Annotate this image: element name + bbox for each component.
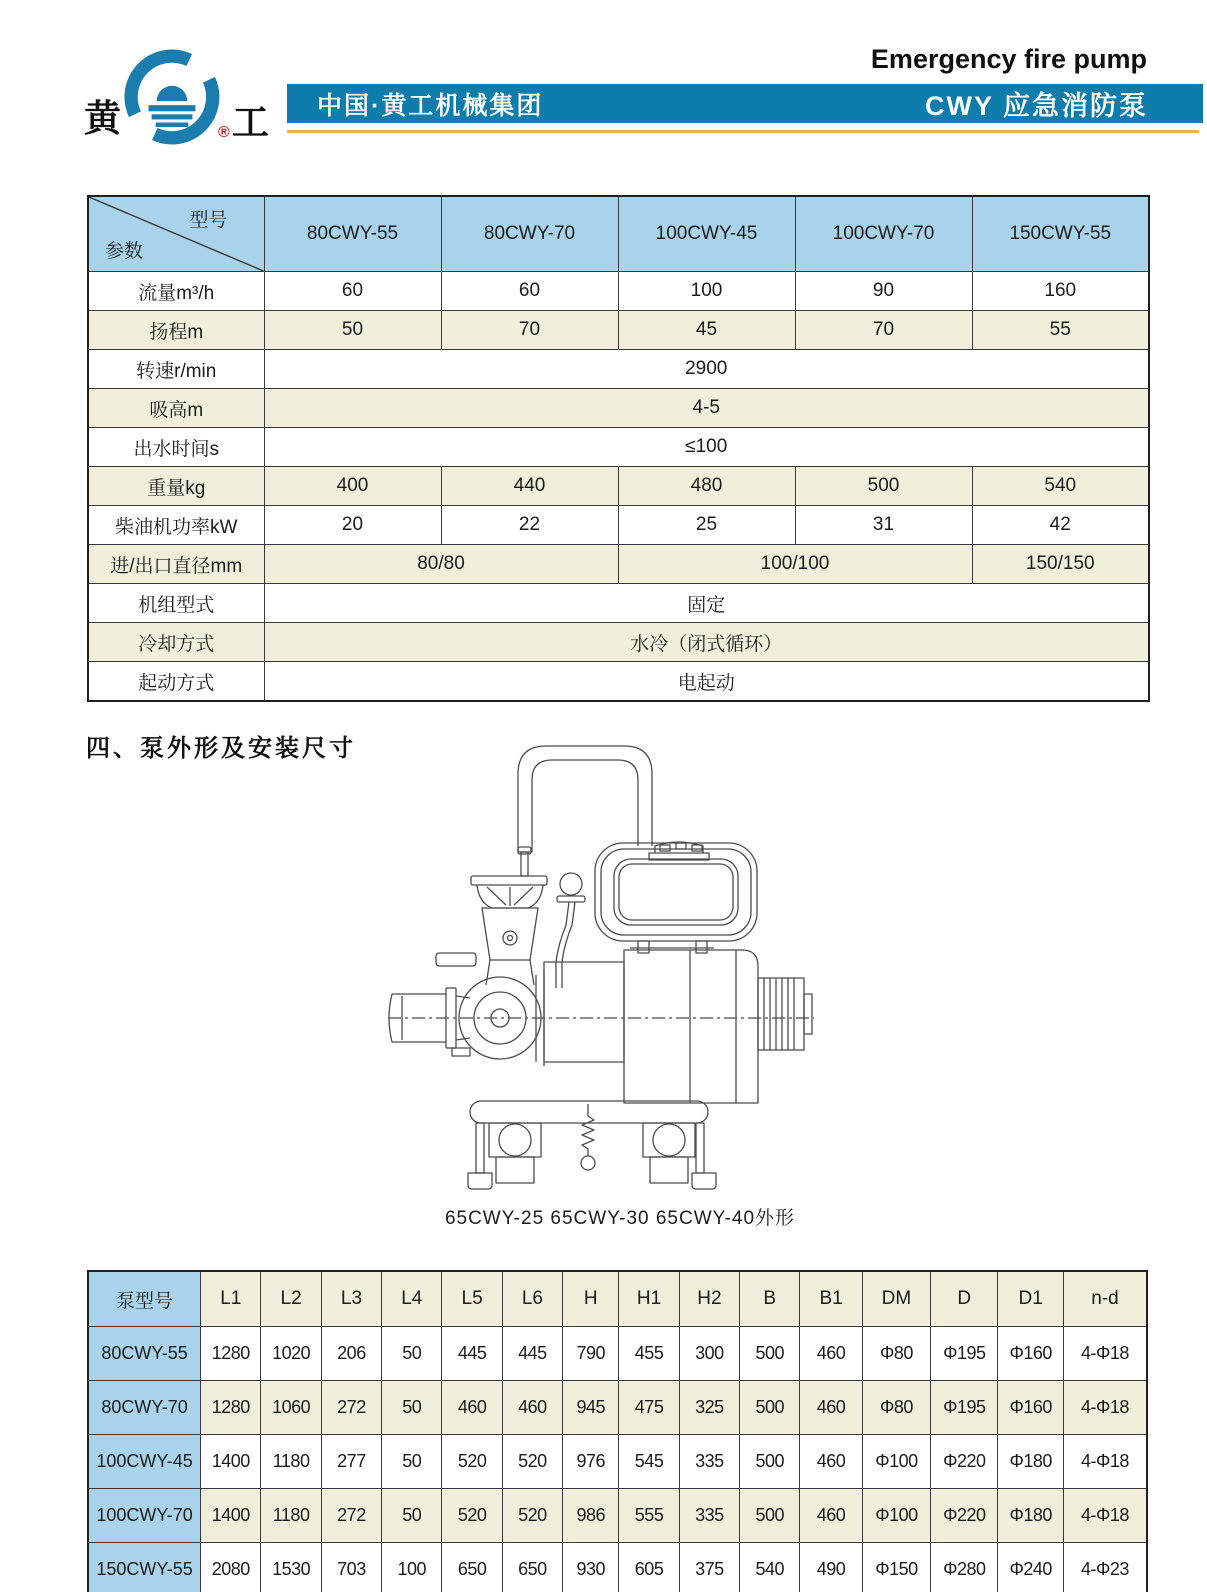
dim-cell: 555 — [619, 1489, 679, 1543]
spec-table — [87, 195, 1150, 702]
dim-cell: 976 — [563, 1435, 619, 1489]
dim-header: L5 — [442, 1271, 502, 1327]
dimension-table — [87, 1270, 1148, 1592]
dim-cell: 50 — [382, 1381, 442, 1435]
spec-cell: 150/150 — [972, 545, 1149, 584]
corner-label-param: 参数 — [105, 241, 144, 262]
dim-cell: 945 — [563, 1381, 619, 1435]
param-label: 进/出口直径mm — [88, 545, 264, 584]
dim-header: DM — [862, 1271, 930, 1327]
dim-cell: 445 — [502, 1327, 562, 1381]
dim-header: 泵型号 — [88, 1271, 201, 1327]
spec-row-suction — [88, 389, 1149, 428]
spec-cell: 55 — [972, 311, 1149, 350]
spec-cell: 90 — [795, 272, 972, 311]
dim-model: 100CWY-70 — [88, 1489, 201, 1543]
param-label: 冷却方式 — [88, 623, 264, 662]
dim-cell: 520 — [502, 1489, 562, 1543]
company-logo — [84, 42, 294, 152]
company-name: 中国·黄工机械集团 — [317, 91, 544, 120]
dim-cell: 445 — [442, 1327, 502, 1381]
dim-row — [88, 1327, 1147, 1381]
dim-cell: 4-Φ23 — [1063, 1543, 1147, 1592]
dim-cell: 500 — [740, 1381, 800, 1435]
dim-cell: 460 — [800, 1435, 862, 1489]
dim-cell: 650 — [502, 1543, 562, 1592]
spec-header-row — [88, 196, 1149, 272]
dim-cell: Φ240 — [998, 1543, 1063, 1592]
dim-cell: Φ195 — [931, 1381, 998, 1435]
dim-header: L3 — [321, 1271, 381, 1327]
param-label: 起动方式 — [88, 662, 264, 702]
dim-header-row — [88, 1271, 1147, 1327]
product-name: CWY 应急消防泵 — [924, 91, 1148, 121]
spec-cell-merged: 固定 — [264, 584, 1149, 623]
spec-cell: 480 — [618, 467, 795, 506]
dim-cell: 272 — [321, 1489, 381, 1543]
dim-cell: 4-Φ18 — [1063, 1489, 1147, 1543]
dim-model: 150CWY-55 — [88, 1543, 201, 1592]
param-label: 转速r/min — [88, 350, 264, 389]
dim-cell: 520 — [502, 1435, 562, 1489]
param-label: 吸高m — [88, 389, 264, 428]
logo-globe-icon — [124, 46, 220, 148]
dim-cell: 206 — [321, 1327, 381, 1381]
registered-trademark-icon: ® — [218, 124, 230, 141]
spec-cell: 500 — [795, 467, 972, 506]
gold-divider — [287, 130, 1199, 133]
section-title: 四、泵外形及安装尺寸 — [86, 735, 356, 762]
spec-row-starting — [88, 662, 1149, 702]
dim-cell: Φ80 — [862, 1381, 930, 1435]
dim-cell: Φ195 — [931, 1327, 998, 1381]
spec-row-head — [88, 311, 1149, 350]
dim-cell: 790 — [563, 1327, 619, 1381]
model-header: 80CWY-70 — [441, 196, 618, 272]
dim-cell: 460 — [502, 1381, 562, 1435]
dim-cell: 520 — [442, 1489, 502, 1543]
dim-cell: 4-Φ18 — [1063, 1381, 1147, 1435]
dim-cell: 300 — [679, 1327, 739, 1381]
dim-cell: Φ180 — [998, 1489, 1063, 1543]
spec-row-outflow-time — [88, 428, 1149, 467]
param-label: 机组型式 — [88, 584, 264, 623]
logo-left-char: 黄 — [84, 98, 121, 139]
dim-model: 80CWY-55 — [88, 1327, 201, 1381]
dim-cell: Φ220 — [931, 1489, 998, 1543]
dim-cell: Φ160 — [998, 1327, 1063, 1381]
dim-row — [88, 1435, 1147, 1489]
pump-outline-drawing — [383, 728, 819, 1198]
spec-cell-merged: 电起动 — [264, 662, 1149, 702]
spec-cell-merged: 水冷（闭式循环） — [264, 623, 1149, 662]
dim-cell: 930 — [563, 1543, 619, 1592]
dim-cell: 1400 — [201, 1489, 261, 1543]
dim-header: H1 — [619, 1271, 679, 1327]
drawing-caption: 65CWY-25 65CWY-30 65CWY-40外形 — [444, 1208, 796, 1229]
english-title: Emergency fire pump — [870, 44, 1147, 74]
spec-row-cooling — [88, 623, 1149, 662]
spec-row-power — [88, 506, 1149, 545]
dim-cell: 500 — [740, 1489, 800, 1543]
spec-row-weight — [88, 467, 1149, 506]
param-label: 出水时间s — [88, 428, 264, 467]
dim-cell: 1280 — [201, 1327, 261, 1381]
dim-cell: 605 — [619, 1543, 679, 1592]
dim-cell: 1060 — [261, 1381, 321, 1435]
param-label: 扬程m — [88, 311, 264, 350]
spec-corner-cell — [88, 196, 264, 272]
dim-cell: 500 — [740, 1327, 800, 1381]
dim-header: D1 — [998, 1271, 1063, 1327]
spec-cell: 160 — [972, 272, 1149, 311]
spec-cell: 540 — [972, 467, 1149, 506]
dim-cell: 1400 — [201, 1435, 261, 1489]
dim-cell: 50 — [382, 1327, 442, 1381]
dim-cell: 50 — [382, 1489, 442, 1543]
dim-cell: 703 — [321, 1543, 381, 1592]
dim-header: L4 — [382, 1271, 442, 1327]
dim-model: 80CWY-70 — [88, 1381, 201, 1435]
dim-cell: 335 — [679, 1435, 739, 1489]
spec-row-diameter — [88, 545, 1149, 584]
corner-label-model: 型号 — [189, 210, 228, 231]
dim-header: L6 — [502, 1271, 562, 1327]
dim-cell: 1530 — [261, 1543, 321, 1592]
dim-cell: 272 — [321, 1381, 381, 1435]
dim-cell: 1180 — [261, 1435, 321, 1489]
spec-cell: 31 — [795, 506, 972, 545]
dim-cell: 986 — [563, 1489, 619, 1543]
spec-cell: 42 — [972, 506, 1149, 545]
header-banner — [287, 84, 1203, 123]
dim-header: n-d — [1063, 1271, 1147, 1327]
dim-cell: Φ280 — [931, 1543, 998, 1592]
spec-cell: 400 — [264, 467, 441, 506]
dim-cell: 455 — [619, 1327, 679, 1381]
spec-cell: 50 — [264, 311, 441, 350]
dim-row — [88, 1489, 1147, 1543]
dim-cell: 475 — [619, 1381, 679, 1435]
dim-cell: 650 — [442, 1543, 502, 1592]
spec-cell: 70 — [795, 311, 972, 350]
spec-cell-merged: 2900 — [264, 350, 1149, 389]
dim-cell: 50 — [382, 1435, 442, 1489]
dim-cell: 540 — [740, 1543, 800, 1592]
param-label: 重量kg — [88, 467, 264, 506]
spec-cell: 440 — [441, 467, 618, 506]
dim-cell: 4-Φ18 — [1063, 1327, 1147, 1381]
spec-cell: 100 — [618, 272, 795, 311]
dim-cell: 1020 — [261, 1327, 321, 1381]
dim-cell: 460 — [800, 1489, 862, 1543]
dim-cell: Φ150 — [862, 1543, 930, 1592]
dim-cell: Φ80 — [862, 1327, 930, 1381]
dim-header: D — [931, 1271, 998, 1327]
dim-cell: Φ160 — [998, 1381, 1063, 1435]
dim-cell: Φ220 — [931, 1435, 998, 1489]
dim-cell: 4-Φ18 — [1063, 1435, 1147, 1489]
dim-cell: 375 — [679, 1543, 739, 1592]
dim-header: H2 — [679, 1271, 739, 1327]
spec-cell: 60 — [264, 272, 441, 311]
dim-header: B1 — [800, 1271, 862, 1327]
param-label: 柴油机功率kW — [88, 506, 264, 545]
spec-cell: 22 — [441, 506, 618, 545]
dim-cell: Φ180 — [998, 1435, 1063, 1489]
dim-cell: 277 — [321, 1435, 381, 1489]
dim-cell: Φ100 — [862, 1489, 930, 1543]
dim-header: L2 — [261, 1271, 321, 1327]
spec-row-speed — [88, 350, 1149, 389]
dim-cell: 460 — [442, 1381, 502, 1435]
dim-cell: 325 — [679, 1381, 739, 1435]
dim-cell: 1180 — [261, 1489, 321, 1543]
model-header: 100CWY-70 — [795, 196, 972, 272]
dim-cell: Φ100 — [862, 1435, 930, 1489]
dim-row — [88, 1381, 1147, 1435]
spec-cell: 60 — [441, 272, 618, 311]
dim-cell: 520 — [442, 1435, 502, 1489]
dim-header: B — [740, 1271, 800, 1327]
logo-right-char: 工 — [232, 102, 269, 143]
dim-cell: 1280 — [201, 1381, 261, 1435]
spec-cell-merged: 4-5 — [264, 389, 1149, 428]
spec-cell-merged: ≤100 — [264, 428, 1149, 467]
param-label: 流量m³/h — [88, 272, 264, 311]
dim-header: H — [563, 1271, 619, 1327]
dim-cell: 500 — [740, 1435, 800, 1489]
spec-cell-merged: 80/80 — [264, 545, 618, 584]
spec-row-flow — [88, 272, 1149, 311]
spec-cell: 45 — [618, 311, 795, 350]
spec-cell-merged: 100/100 — [618, 545, 972, 584]
dim-cell: 460 — [800, 1327, 862, 1381]
spec-cell: 25 — [618, 506, 795, 545]
dim-model: 100CWY-45 — [88, 1435, 201, 1489]
model-header: 100CWY-45 — [618, 196, 795, 272]
dim-cell: 335 — [679, 1489, 739, 1543]
dim-header: L1 — [201, 1271, 261, 1327]
spec-cell: 70 — [441, 311, 618, 350]
spec-row-unit-type — [88, 584, 1149, 623]
model-header: 80CWY-55 — [264, 196, 441, 272]
dim-cell: 460 — [800, 1381, 862, 1435]
dim-cell: 545 — [619, 1435, 679, 1489]
dim-row — [88, 1543, 1147, 1592]
dim-cell: 2080 — [201, 1543, 261, 1592]
dim-cell: 490 — [800, 1543, 862, 1592]
spec-cell: 20 — [264, 506, 441, 545]
model-header: 150CWY-55 — [972, 196, 1149, 272]
dim-cell: 100 — [382, 1543, 442, 1592]
